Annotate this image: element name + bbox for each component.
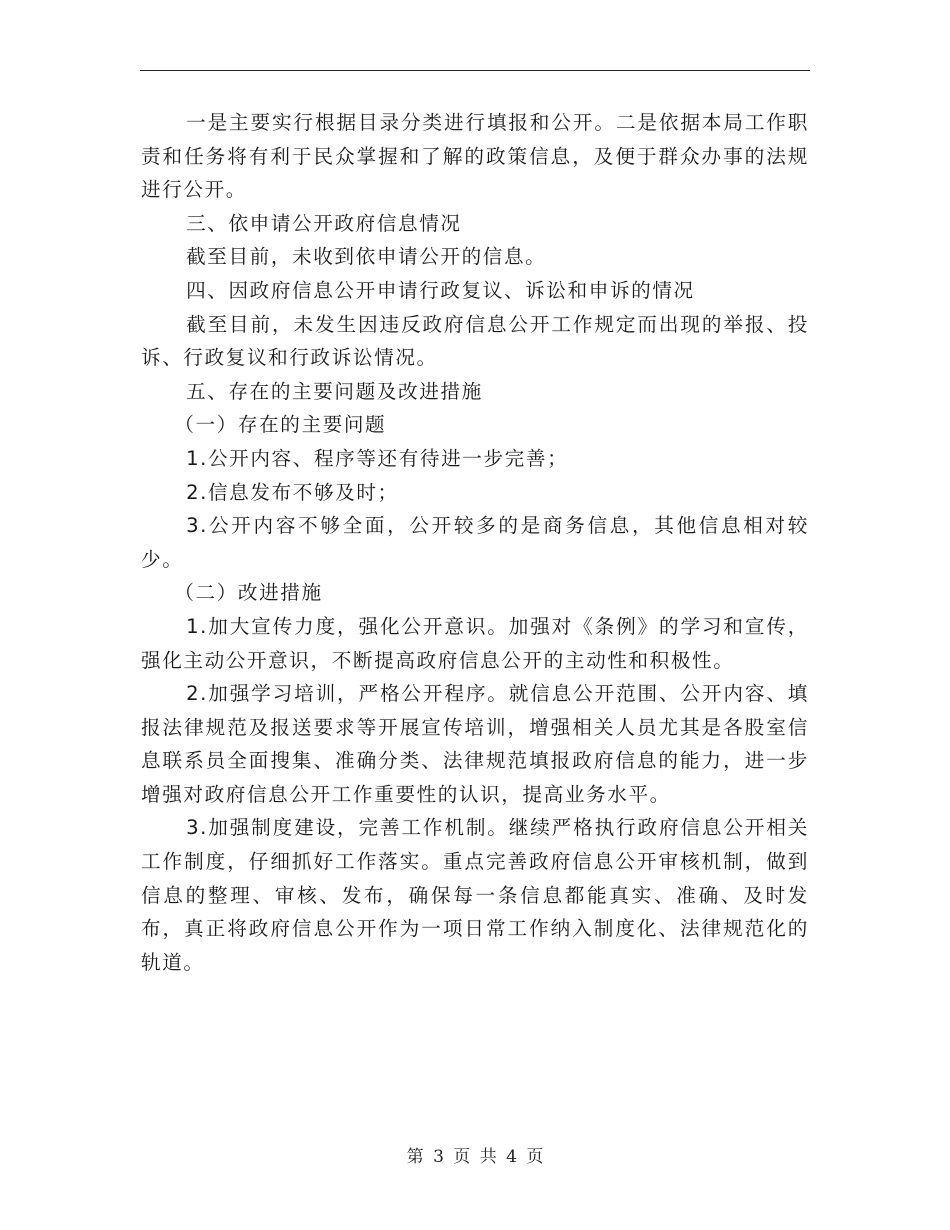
paragraph-list-disclosure: 一是主要实行根据目录分类进行填报和公开。二是依据本局工作职责和任务将有利于民众掌握和了解的政策信息，及便于群众办事的法规进行公开。 [141,111,809,202]
problem-item-2: 2.信息发布不够及时； [186,480,399,504]
problem-item-3: 3.公开内容不够全面，公开较多的是商务信息，其他信息相对较少。 [141,514,809,571]
document-body [141,106,809,979]
section-heading-3: 三、依申请公开政府信息情况 [186,211,462,235]
subheading-measures: （二）改进措施 [174,581,323,605]
section-heading-5: 五、存在的主要问题及改进措施 [186,379,483,403]
paragraph-request-status: 截至目前，未收到依申请公开的信息。 [186,245,547,269]
measure-item-2: 2.加强学习培训，严格公开程序。就信息公开范围、公开内容、填报法律规范及报送要求等开展宣传培训，增强相关人员尤其是各股室信息联系员全面搜集、准确分类、法律规范填报政府信息的能力，进一步增强对政府信息公开工作重要性的认识，提高业务水平。 [141,682,809,806]
header-rule [140,70,810,71]
page-number-footer: 第 3 页 共 4 页 [406,1147,544,1167]
section-heading-4: 四、因政府信息公开申请行政复议、诉讼和申诉的情况 [186,278,695,302]
paragraph-review-status: 截至目前，未发生因违反政府信息公开工作规定而出现的举报、投诉、行政复议和行政诉讼情况。 [141,312,809,370]
problem-item-1: 1.公开内容、程序等还有待进一步完善； [186,446,569,470]
measure-item-1: 1.加大宣传力度，强化公开意识。加强对《条例》的学习和宣传，强化主动公开意识，不断提高政府信息公开的主动性和积极性。 [141,614,809,672]
measure-item-3: 3.加强制度建设，完善工作机制。继续严格执行政府信息公开相关工作制度，仔细抓好工作落实。重点完善政府信息公开审核机制，做到信息的整理、审核、发布，确保每一条信息都能真实、准确、及时发布，真正将政府信息公开作为一项日常工作纳入制度化、法律规范化的轨道。 [141,816,809,974]
subheading-problems: （一）存在的主要问题 [174,413,387,437]
